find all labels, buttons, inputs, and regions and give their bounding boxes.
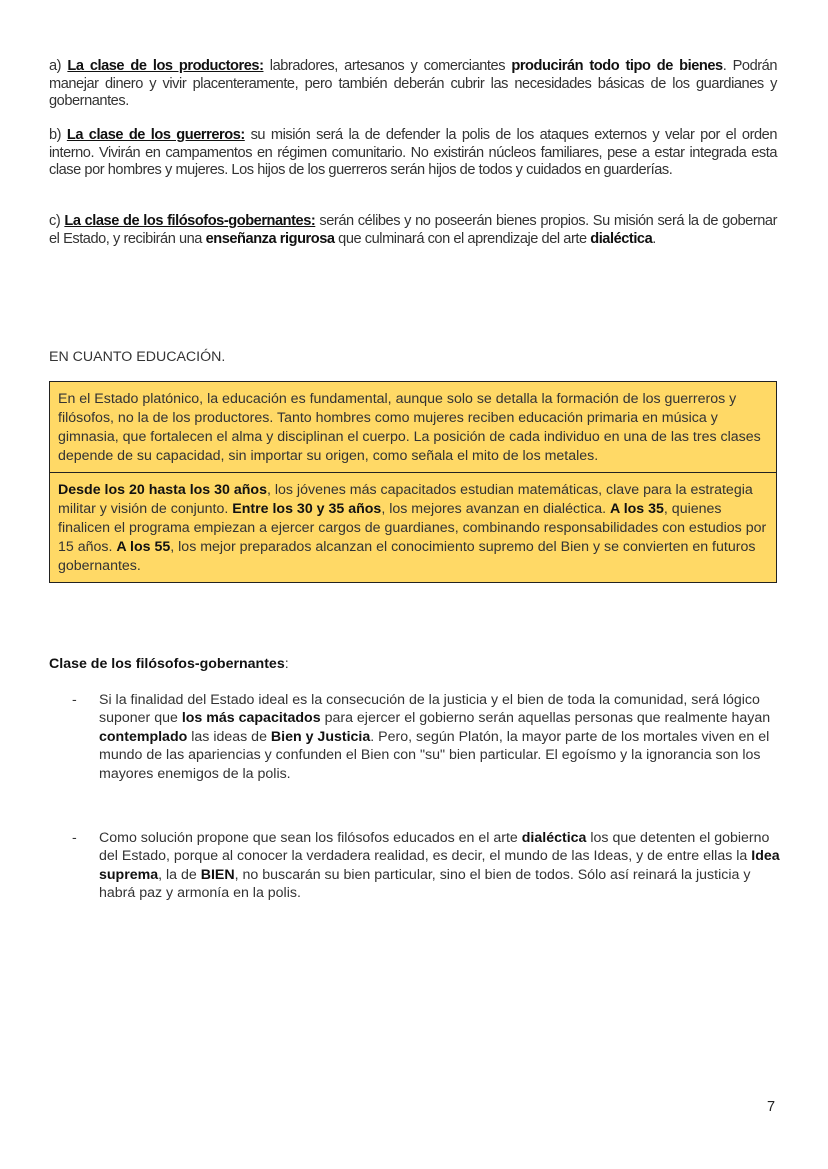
text-segment: serán célibes y no poseerán bienes propios. Su misión será la de gobernar el Estado, y recibirán una — [49, 213, 777, 247]
bold-text: La clase de los guerreros: — [66, 127, 245, 143]
text-segment: : — [284, 656, 289, 672]
education-box-stages — [50, 472, 776, 582]
text-segment: su misión será la de defender la polis de los ataques externos y velar por el orden interno. Vivirán en campamentos en régimen comunitario. No existirán núcleos familiares, pese a estar integrada esta clase por hombres y mujeres. Los hijos de los guerreros serán hijos de todos y cuidados en guarderías. — [49, 127, 778, 179]
bold-text: La clase de los filósofos-gobernantes: — [64, 213, 316, 229]
text-segment: que culminará con el aprendizaje del arte — [334, 230, 591, 247]
education-heading: EN CUANTO EDUCACIÓN. — [49, 349, 226, 365]
text-segment: , los jóvenes más capacitados estudian matemáticas, clave para la estrategia militar y visión de conjunto. — [58, 482, 753, 517]
list-item — [72, 829, 782, 903]
text-segment: , los mejor preparados alcanzan el conocimiento supremo del Bien y se convierten en futuros gobernantes. — [58, 539, 756, 574]
bold-text: Idea suprema — [99, 848, 780, 883]
bold-text: A los 55 — [116, 539, 171, 555]
bold-text: Entre los 30 y 35 años — [232, 501, 382, 517]
text-segment: , la de — [158, 866, 201, 883]
list-item-text — [99, 829, 782, 903]
paragraph-guerreros — [49, 127, 777, 180]
bold-text: enseñanza rigurosa — [205, 230, 335, 247]
section-title — [49, 655, 777, 674]
text-segment: las ideas de — [187, 728, 271, 745]
text-segment: labradores, artesanos y comerciantes — [263, 58, 512, 74]
text-segment: c) — [49, 213, 65, 229]
list-item — [72, 691, 782, 783]
page-number: 7 — [767, 1099, 776, 1115]
text-segment: a) — [49, 58, 68, 74]
text-segment: . Pero, según Platón, la mayor parte de los mortales viven en el mundo de las apariencias y confunden el Bien con "su" bien particular. El egoísmo y la ignorancia son los mayores enemigos de la polis. — [99, 728, 770, 782]
paragraph-filosofos — [49, 213, 777, 248]
paragraph-productores — [49, 58, 777, 111]
bold-text: Clase de los filósofos-gobernantes — [49, 656, 285, 672]
bold-text: Bien y Justicia — [270, 728, 371, 745]
bullet-dash: - — [72, 830, 77, 846]
text-segment: , no buscarán su bien particular, sino el bien de todos. Sólo así reinará la justicia y habrá paz y armonía en la polis. — [99, 866, 751, 902]
bold-text: Desde los 20 hasta los 30 años — [58, 482, 267, 498]
text-segment: En el Estado platónico, la educación es fundamental, aunque solo se detalla la formación de los guerreros y filósofos, no la de los productores. Tanto hombres como mujeres reciben educación primaria en música y gimnasia, que fortalecen el alma y disciplinan el cuerpo. La posición de cada individuo en una de las tres clases depende de su capacidad, sin importar su origen, como señala el mito de los metales. — [58, 391, 761, 464]
text-segment: para ejercer el gobierno serán aquellas personas que realmente hayan — [320, 710, 771, 727]
text-segment: . — [652, 230, 656, 247]
bullet-dash: - — [72, 692, 77, 708]
text-segment: , quienes finalicen el programa empiezan a ejercer cargos de guardianes, combinando responsabilidades con estudios por 15 años. — [58, 501, 767, 555]
bold-text: BIEN — [200, 866, 235, 883]
text-segment: , los mejores avanzan en dialéctica. — [381, 501, 611, 517]
bold-text: dialéctica — [521, 830, 587, 846]
education-box — [49, 381, 777, 583]
bold-text: los más capacitados — [181, 710, 321, 727]
bold-text: producirán todo tipo de bienes — [511, 58, 723, 74]
list-item-text — [99, 691, 782, 783]
bold-text: dialéctica — [590, 230, 653, 247]
text-segment: b) — [49, 127, 67, 143]
bold-text: La clase de los productores: — [67, 58, 264, 74]
bold-text: contemplado — [99, 728, 188, 745]
text-segment: Como solución propone que sean los filósofos educados en el arte — [99, 830, 522, 846]
education-box-intro — [50, 382, 776, 472]
text-segment: Si la finalidad del Estado ideal es la consecución de la justicia y el bien de toda la comunidad, será lógico suponer que — [99, 692, 760, 727]
bold-text: A los 35 — [610, 501, 664, 517]
text-segment: los que detenten el gobierno del Estado, porque al conocer la verdadera realidad, es decir, el mundo de las Ideas, y de entre ellas la — [99, 830, 770, 865]
text-segment: . Podrán manejar dinero y vivir placenteramente, pero también deberán cubrir las necesidades básicas de los guardianes y gobernantes. — [49, 58, 777, 110]
